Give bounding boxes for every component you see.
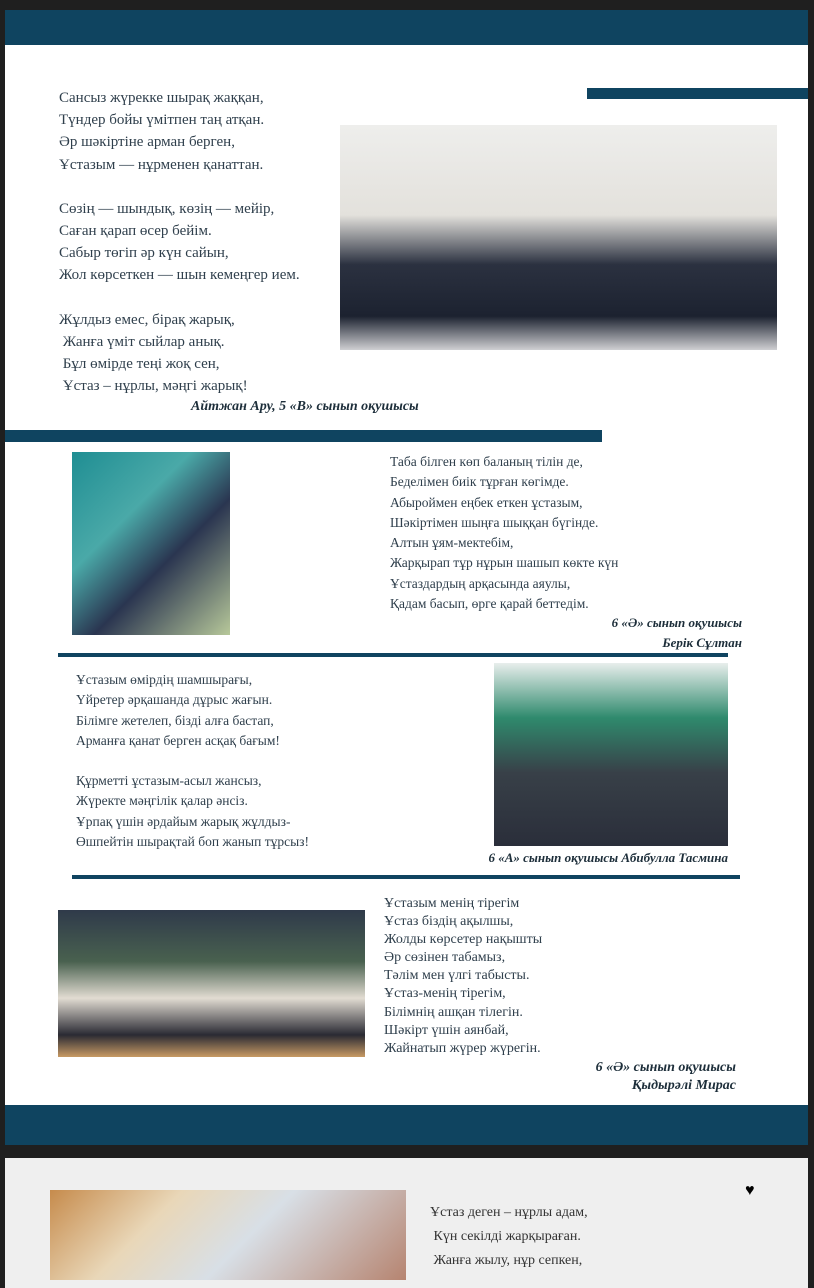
- poem-line: Жанға жылу, нұр сепкен,: [430, 1253, 583, 1268]
- poem-1: [59, 87, 300, 397]
- poem-line: Күн секілді жарқыраған.: [430, 1229, 581, 1244]
- poem-line: Әр сөзінен табамыз,: [384, 950, 506, 966]
- divider-2: [58, 653, 728, 657]
- poem-line: Ұстаз деген – нұрлы адам,: [430, 1205, 588, 1220]
- poem-line: Қадам басып, өрге қарай беттедім.: [390, 596, 589, 612]
- classroom-photo: [58, 910, 365, 1057]
- poem-3-signature: 6 «А» сынып оқушысы Абибулла Тасмина: [488, 850, 728, 865]
- header-bar: [5, 10, 808, 45]
- poem-line: Жол көрсеткен — шын кемеңгер ием.: [59, 267, 300, 284]
- poem-line: Білімге жетелеп, бізді алға бастап,: [76, 712, 274, 728]
- poem-line: Ұстаз – нұрлы, мәңгі жарық!: [59, 378, 248, 395]
- divider-1: [5, 430, 602, 442]
- poem-line: Ұстаздардың арқасында аяулы,: [390, 575, 571, 591]
- poem-2: [390, 452, 618, 614]
- poem-line: Өшпейтін шырақтай боп жанып тұрсыз!: [76, 834, 309, 850]
- poem-line: Түндер бойы үмітпен таң атқан.: [59, 112, 265, 129]
- poem-line: Ұстаз-менің тірегім,: [384, 986, 506, 1002]
- poem-line: Шәкіртімен шыңға шыққан бүгінде.: [390, 514, 599, 530]
- poem-line: Сансыз жүрекке шырақ жаққан,: [59, 90, 264, 106]
- poem-line: Ұстазым — нұрменен қанаттан.: [59, 156, 264, 173]
- poem-2-signature-name: Берік Сұлтан: [662, 635, 742, 650]
- teacher-cap-photo: [494, 663, 728, 846]
- poem-line: Бұл өмірде теңі жоқ сен,: [59, 356, 220, 373]
- heart-icon: ♥: [745, 1182, 755, 1199]
- poem-line: Сабыр төгіп әр күн сайын,: [59, 245, 229, 262]
- poem-2-signature-class: 6 «Ә» сынып оқушысы: [611, 615, 742, 630]
- poem-4: [384, 895, 542, 1058]
- poem-line: Құрметті ұстазым-асыл жансыз,: [76, 773, 262, 789]
- poem-line: Ұстазым менің тірегім: [384, 896, 520, 911]
- poem-line: Жүректе мәңгілік қалар әнсіз.: [76, 793, 248, 809]
- poem-line: Үйретер әрқашанда дұрыс жағын.: [76, 692, 273, 708]
- poem-4-signature-class: 6 «Ә» сынып оқушысы: [595, 1060, 736, 1075]
- accent-bar-top-right: [587, 88, 808, 99]
- poem-line: Таба білген көп баланың тілін де,: [390, 454, 583, 469]
- poem-line: Әр шәкіртіне арман берген,: [59, 134, 235, 151]
- teacher-students-photo: [72, 452, 230, 635]
- students-selfie-photo: [50, 1190, 406, 1280]
- poem-line: Ұстазым өмірдің шамшырағы,: [76, 672, 253, 687]
- divider-3: [72, 875, 740, 879]
- poem-5: [430, 1201, 588, 1273]
- poem-3: [76, 670, 309, 852]
- poem-line: Абыроймен еңбек еткен ұстазым,: [390, 494, 583, 510]
- footer-bar: [5, 1105, 808, 1145]
- poem-line: Беделімен биік тұрған көгімде.: [390, 474, 569, 490]
- poem-line: Саған қарап өсер бейім.: [59, 223, 212, 240]
- poem-line: Жарқырап тұр нұрын шашып көкте күн: [390, 555, 619, 571]
- poem-line: Білімнің ашқан тілегін.: [384, 1004, 523, 1020]
- poem-line: Арманға қанат берген асқақ бағым!: [76, 732, 280, 748]
- poem-line: Жұлдыз емес, бірақ жарық,: [59, 311, 235, 328]
- poem-line: Жолды көрсетер нақышты: [384, 932, 543, 948]
- class-group-photo: [340, 125, 777, 350]
- poem-line: Тәлім мен үлгі табысты.: [384, 968, 530, 984]
- poem-line: Ұстаз біздің ақылшы,: [384, 914, 514, 930]
- poem-4-signature-name: Қыдырәлі Мирас: [631, 1078, 736, 1093]
- poem-line: Жайнатып жүрер жүрегін.: [384, 1040, 541, 1056]
- poem-line: Жанға үміт сыйлар анық.: [59, 333, 225, 350]
- poem-1-signature: Айтжан Ару, 5 «В» сынып оқушысы: [191, 399, 419, 414]
- poem-line: Ұрпақ үшін әрдайым жарық жұлдыз-: [76, 813, 291, 829]
- poem-line: Шәкірт үшін аянбай,: [384, 1022, 509, 1038]
- poem-line: Алтын ұям-мектебім,: [390, 535, 514, 551]
- poem-line: Сөзің — шындық, көзің — мейір,: [59, 200, 275, 217]
